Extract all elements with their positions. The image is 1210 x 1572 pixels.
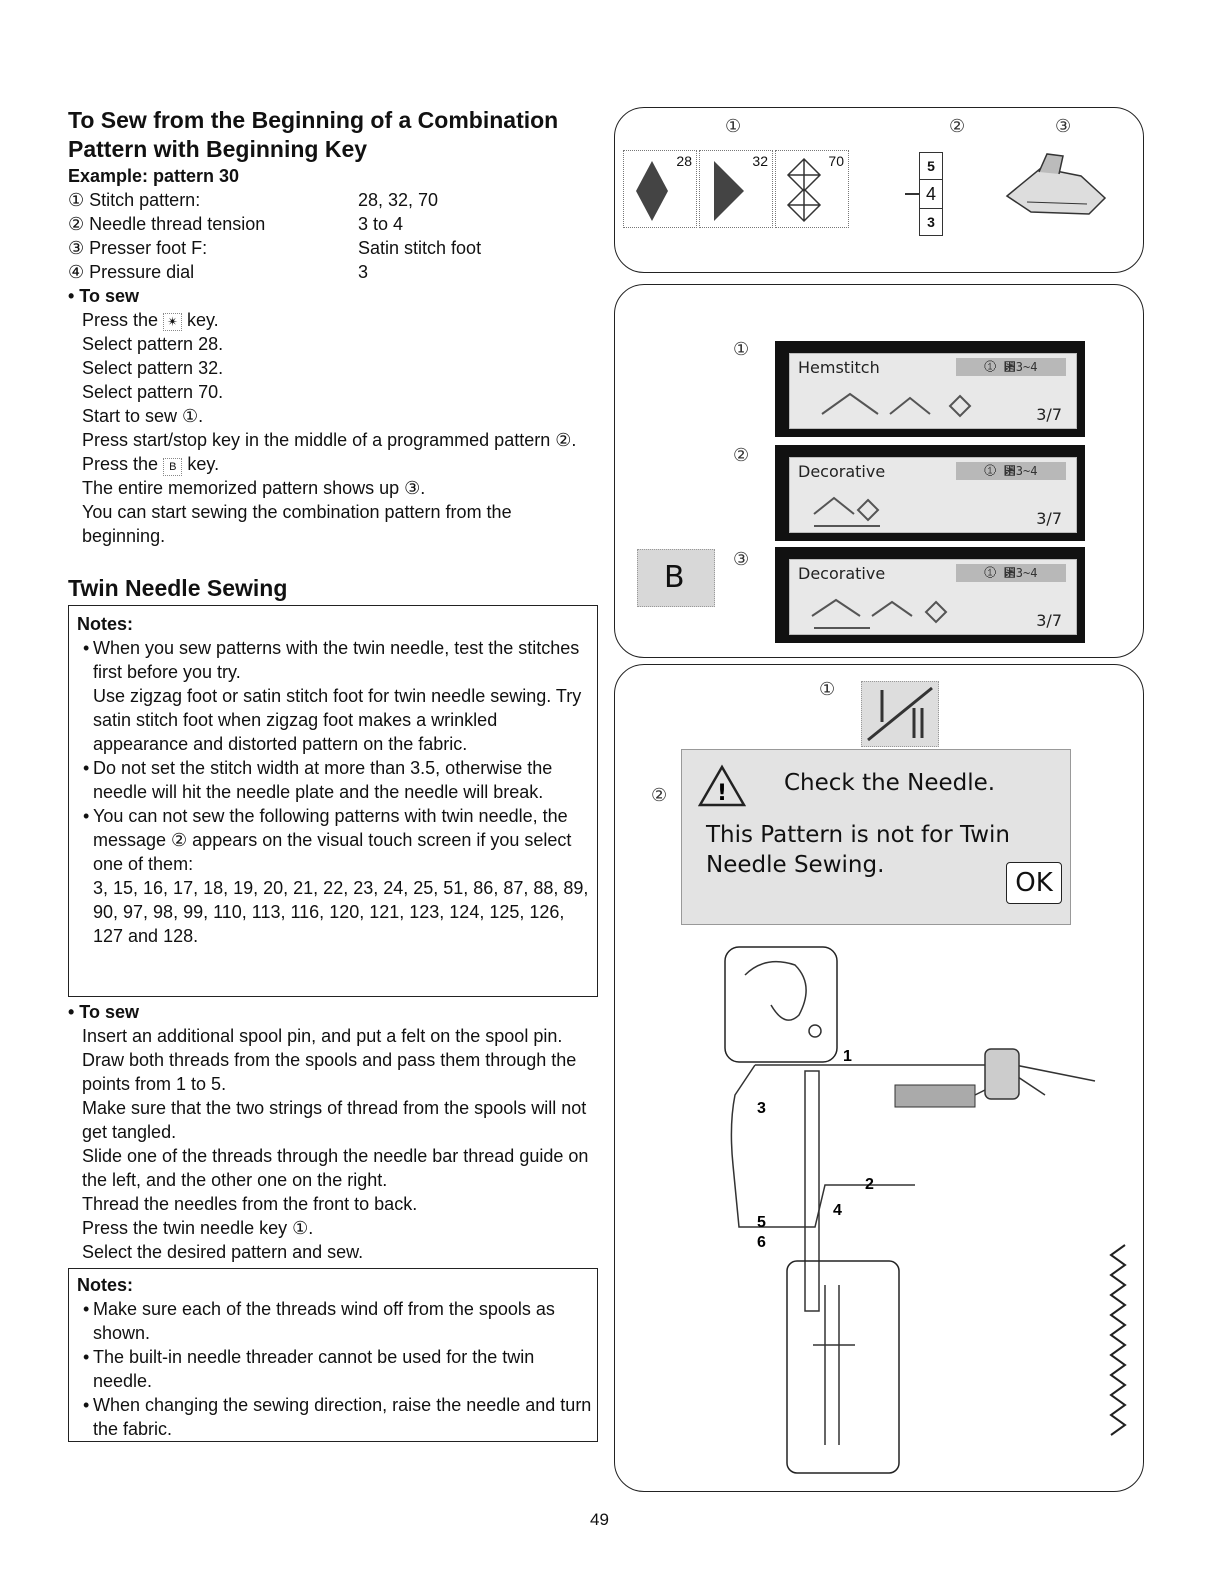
dial-value: 4 xyxy=(920,180,942,209)
setting-row xyxy=(68,260,593,284)
callout-2: ② xyxy=(733,445,750,466)
step: Select pattern 32. xyxy=(82,358,224,378)
note-item: • Make sure each of the threads wind off from the spools as shown. xyxy=(77,1297,597,1345)
setting-value: 3 xyxy=(358,262,369,282)
satin-diamond-icon xyxy=(634,159,670,223)
step: Select the desired pattern and sew. xyxy=(82,1242,364,1262)
svg-text:!: ! xyxy=(716,781,728,806)
steps-twin xyxy=(68,1024,593,1264)
setting-row xyxy=(68,188,593,212)
pattern-70-icon xyxy=(775,150,849,228)
notes-list xyxy=(77,1297,597,1441)
pattern-number: 70 xyxy=(828,153,844,169)
step: Select pattern 70. xyxy=(82,382,224,402)
stitch-preview-icon xyxy=(810,592,980,632)
screen-title: Decorative xyxy=(798,462,886,481)
pattern-28-icon xyxy=(623,150,697,228)
screen-settings: ① ␲3~4 xyxy=(956,358,1066,376)
step-text: key. xyxy=(187,454,220,474)
needle-bar xyxy=(805,1071,819,1311)
note-item: • Do not set the stitch width at more than 3.5, otherwise the needle will hit the needle plate and the needle will break. xyxy=(77,756,597,804)
step-text: Press the xyxy=(82,310,159,330)
lcd-screen-2 xyxy=(775,445,1085,541)
tension-dial xyxy=(919,152,943,236)
beginning-key[interactable] xyxy=(637,549,715,607)
heading-combination: To Sew from the Beginning of a Combination Pattern with Beginning Key xyxy=(68,107,559,162)
steps-combination xyxy=(68,308,593,548)
satin-triangle-icon xyxy=(710,159,746,223)
step: Press the twin needle key ①. xyxy=(82,1218,314,1238)
twin-needle-key[interactable] xyxy=(861,681,939,747)
step: Select pattern 28. xyxy=(82,334,224,354)
to-sew-label-2: • To sew xyxy=(68,1002,139,1022)
section-combination xyxy=(68,106,593,548)
page-number: 49 xyxy=(590,1510,609,1529)
notes-box-2 xyxy=(68,1268,598,1442)
callout-3: ③ xyxy=(1055,116,1072,137)
callout-2: ② xyxy=(949,116,966,137)
notes-box-1 xyxy=(68,605,598,997)
step: Make sure that the two strings of thread from the spools will not get tangled. xyxy=(82,1098,587,1142)
note-text: When you sew patterns with the twin needle, test the stitches first before you try. xyxy=(93,638,580,682)
lcd-screen-1 xyxy=(775,341,1085,437)
pattern-32-icon xyxy=(699,150,773,228)
dialog-message: This Pattern is not for Twin Needle Sewing. xyxy=(706,822,1010,878)
setting-value: Satin stitch foot xyxy=(358,238,482,258)
setting-label: ③ Presser foot F: xyxy=(68,238,208,258)
twin-stitch-sample xyxy=(1111,1245,1125,1435)
ok-button[interactable]: OK xyxy=(1006,862,1062,904)
heading-twin-needle: Twin Needle Sewing xyxy=(68,575,288,601)
note-text: You can not sew the following patterns with twin needle, the message ② appears on the visual touch screen if you select one of them: xyxy=(93,806,572,874)
callout-2: ② xyxy=(651,785,668,806)
setting-label: ② Needle thread tension xyxy=(68,214,266,234)
step: Thread the needles from the front to back. xyxy=(82,1194,418,1214)
pattern-list: 3, 15, 16, 17, 18, 19, 20, 21, 22, 23, 24, 25, 51, 86, 87, 88, 89, 90, 97, 98, 99, 110, 113, 116, 120, 121, 123, 124, 125, 126, 127 and 128. xyxy=(93,878,589,946)
step: Start to sew ①. xyxy=(82,406,204,426)
step: Slide one of the threads through the needle bar thread guide on the left, and the other one on the right. xyxy=(82,1146,589,1190)
step-text: key. xyxy=(186,310,219,330)
step xyxy=(82,452,593,476)
note-item: • The built-in needle threader cannot be used for the twin needle. xyxy=(77,1345,597,1393)
pattern-number: 28 xyxy=(676,153,692,169)
spool-detail-inset xyxy=(725,947,837,1062)
setting-row xyxy=(68,236,593,260)
step: Press start/stop key in the middle of a programmed pattern ②. xyxy=(82,430,577,450)
callout-1: ① xyxy=(819,679,836,700)
setting-value: 3 to 4 xyxy=(358,214,404,234)
twin-needle-icon xyxy=(862,682,938,746)
step: You can start sewing the combination pattern from the beginning. xyxy=(82,502,512,546)
beginning-key-label: B xyxy=(664,560,685,595)
warning-icon xyxy=(698,764,746,808)
setting-label: ④ Pressure dial xyxy=(68,262,195,282)
label-3: 3 xyxy=(757,1100,766,1117)
settings-list xyxy=(68,188,593,284)
label-5: 5 xyxy=(757,1214,766,1231)
notes-title: Notes: xyxy=(77,1275,134,1295)
setting-row xyxy=(68,212,593,236)
figure-settings xyxy=(614,107,1144,273)
label-2: 2 xyxy=(865,1176,874,1193)
callout-3: ③ xyxy=(733,549,750,570)
step: Insert an additional spool pin, and put a felt on the spool pin. Draw both threads from the spools and pass them through the points from 1 to 5. xyxy=(82,1026,577,1094)
dial-indicator xyxy=(905,193,919,195)
screen-title: Decorative xyxy=(798,564,886,583)
label-1: 1 xyxy=(843,1048,852,1065)
stitch-preview-icon xyxy=(810,490,930,530)
screen-settings: ① ␲3~4 xyxy=(956,564,1066,582)
label-6: 6 xyxy=(757,1234,766,1251)
setting-label: ① Stitch pattern: xyxy=(68,190,201,210)
note-item: • When changing the sewing direction, raise the needle and turn the fabric. xyxy=(77,1393,597,1441)
section-twin-to-sew xyxy=(68,1000,593,1264)
lcd-screen-3 xyxy=(775,547,1085,643)
figure-lcd-screens xyxy=(614,284,1144,658)
screen-page: 3/7 xyxy=(1036,611,1062,630)
callout-1: ① xyxy=(725,116,742,137)
step-text: Press the xyxy=(82,454,159,474)
spool xyxy=(985,1049,1019,1099)
note-text: Use zigzag foot or satin stitch foot for twin needle sewing. Try satin stitch foot when zigzag foot makes a wrinkled appearance and distorted pattern on the fabric. xyxy=(93,686,582,754)
screen-page: 3/7 xyxy=(1036,509,1062,528)
pattern-number: 32 xyxy=(752,153,768,169)
stitch-preview-icon xyxy=(820,386,1010,418)
dial-value: 3 xyxy=(927,214,935,230)
label-4: 4 xyxy=(833,1202,842,1219)
twin-needle-threading-illustration xyxy=(715,945,1135,1480)
setting-value: 28, 32, 70 xyxy=(358,190,439,210)
example-line: Example: pattern 30 xyxy=(68,166,240,186)
dialog-title: Check the Needle. xyxy=(784,770,996,796)
note-item xyxy=(77,636,597,756)
screen-settings: ① ␲3~4 xyxy=(956,462,1066,480)
beginning-key-icon: B xyxy=(163,458,182,476)
step: The entire memorized pattern shows up ③. xyxy=(82,478,426,498)
figure-twin-needle xyxy=(614,664,1144,1492)
note-item xyxy=(77,804,597,948)
callout-1: ① xyxy=(733,339,750,360)
memory-key-icon: ✴ xyxy=(163,313,182,331)
presser-foot-icon xyxy=(1001,148,1111,228)
notes-title: Notes: xyxy=(77,614,134,634)
to-sew-label: • To sew xyxy=(68,286,139,306)
screen-page: 3/7 xyxy=(1036,405,1062,424)
double-diamond-icon xyxy=(784,157,824,223)
step xyxy=(82,308,593,332)
notes-list xyxy=(77,636,597,948)
twin-needle-warning-dialog xyxy=(681,749,1071,925)
screen-title: Hemstitch xyxy=(798,358,880,377)
dial-value: 5 xyxy=(920,153,942,180)
needle-detail-inset xyxy=(787,1261,899,1473)
